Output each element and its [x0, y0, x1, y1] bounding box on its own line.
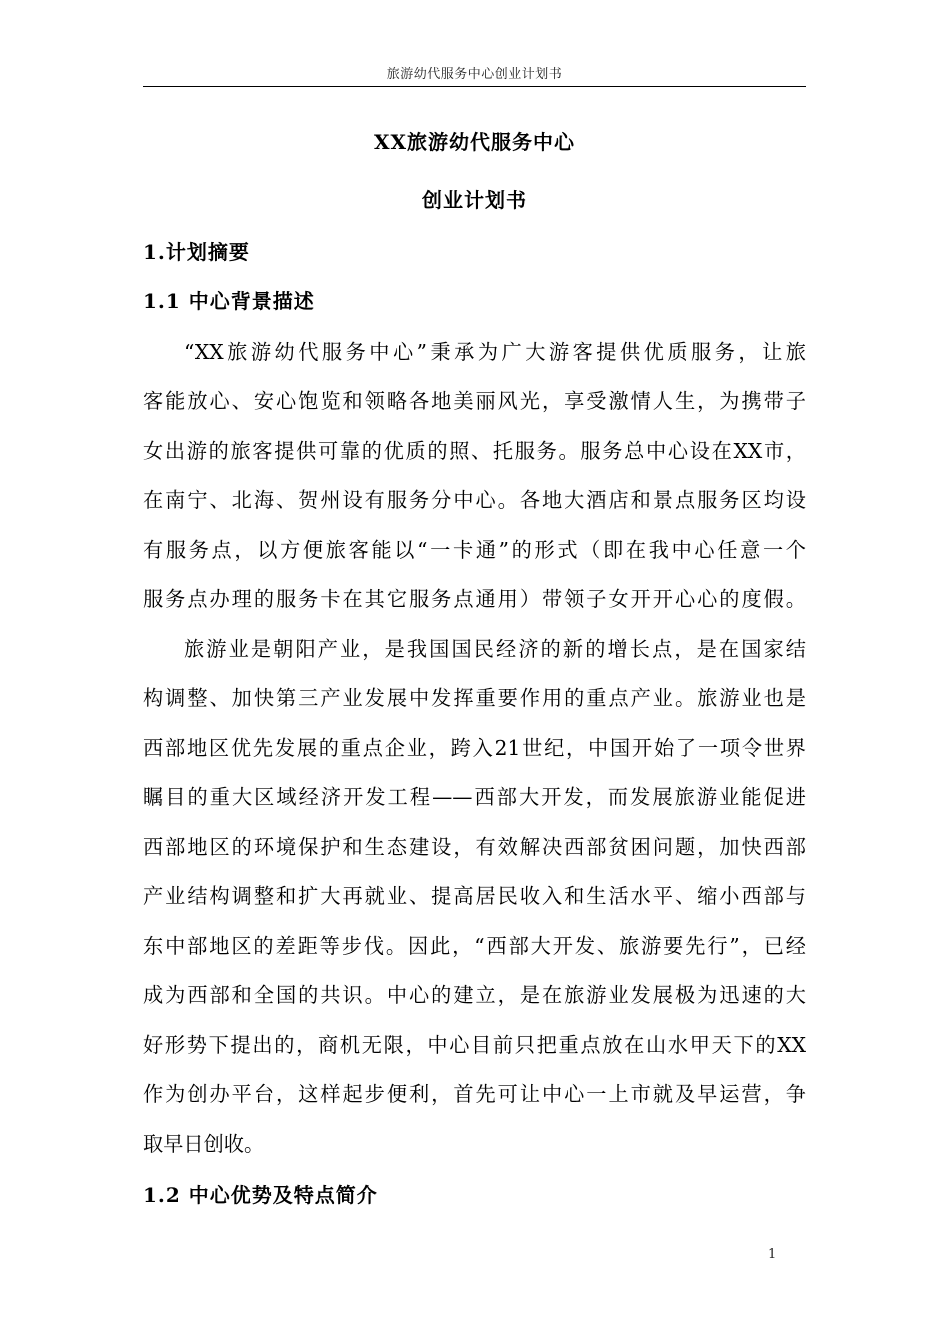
paragraph-line: 成为西部和全国的共识。中心的建立，是在旅游业发展极为迅速的大: [143, 983, 806, 1007]
paragraph-line: 旅游业是朝阳产业，是我国国民经济的新的增长点，是在国家结: [184, 637, 806, 661]
section-1-1-heading: 1.1 中心背景描述: [143, 289, 315, 313]
paragraph-line: 西部地区优先发展的重点企业，跨入21世纪，中国开始了一项令世界: [143, 736, 806, 760]
paragraph-line: 女出游的旅客提供可靠的优质的照、托服务。服务总中心设在XX市，: [143, 439, 806, 463]
section-1-heading: 1.计划摘要: [143, 240, 250, 264]
paragraph-line: 取早日创收。: [143, 1132, 265, 1156]
paragraph-line: 作为创办平台，这样起步便利，首先可让中心一上市就及早运营，争: [143, 1082, 806, 1106]
document-title: XX旅游幼代服务中心: [373, 130, 576, 154]
document-subtitle: 创业计划书: [422, 188, 527, 212]
paragraph-line: 瞩目的重大区域经济开发工程——西部大开发，而发展旅游业能促进: [143, 785, 806, 809]
paragraph-line: 好形势下提出的，商机无限，中心目前只把重点放在山水甲天下的XX: [143, 1033, 806, 1057]
page-number: 1: [768, 1247, 777, 1262]
header-divider: [143, 86, 806, 87]
paragraph-line: 东中部地区的差距等步伐。因此，“西部大开发、旅游要先行”，已经: [143, 934, 806, 958]
running-header: 旅游幼代服务中心创业计划书: [386, 67, 563, 82]
paragraph-line: “XX旅游幼代服务中心”秉承为广大游客提供优质服务，让旅: [184, 340, 806, 364]
paragraph-line: 服务点办理的服务卡在其它服务点通用）带领子女开开心心的度假。: [143, 587, 806, 611]
paragraph-line: 构调整、加快第三产业发展中发挥重要作用的重点产业。旅游业也是: [143, 686, 806, 710]
paragraph-line: 有服务点，以方便旅客能以“一卡通”的形式（即在我中心任意一个: [143, 538, 806, 562]
paragraph-line: 西部地区的环境保护和生态建设，有效解决西部贫困问题，加快西部: [143, 835, 806, 859]
section-1-2-heading: 1.2 中心优势及特点简介: [143, 1183, 378, 1207]
paragraph-line: 在南宁、北海、贺州设有服务分中心。各地大酒店和景点服务区均设: [143, 488, 806, 512]
paragraph-line: 产业结构调整和扩大再就业、提高居民收入和生活水平、缩小西部与: [143, 884, 806, 908]
paragraph-line: 客能放心、安心饱览和领略各地美丽风光，享受激情人生，为携带子: [143, 389, 806, 413]
